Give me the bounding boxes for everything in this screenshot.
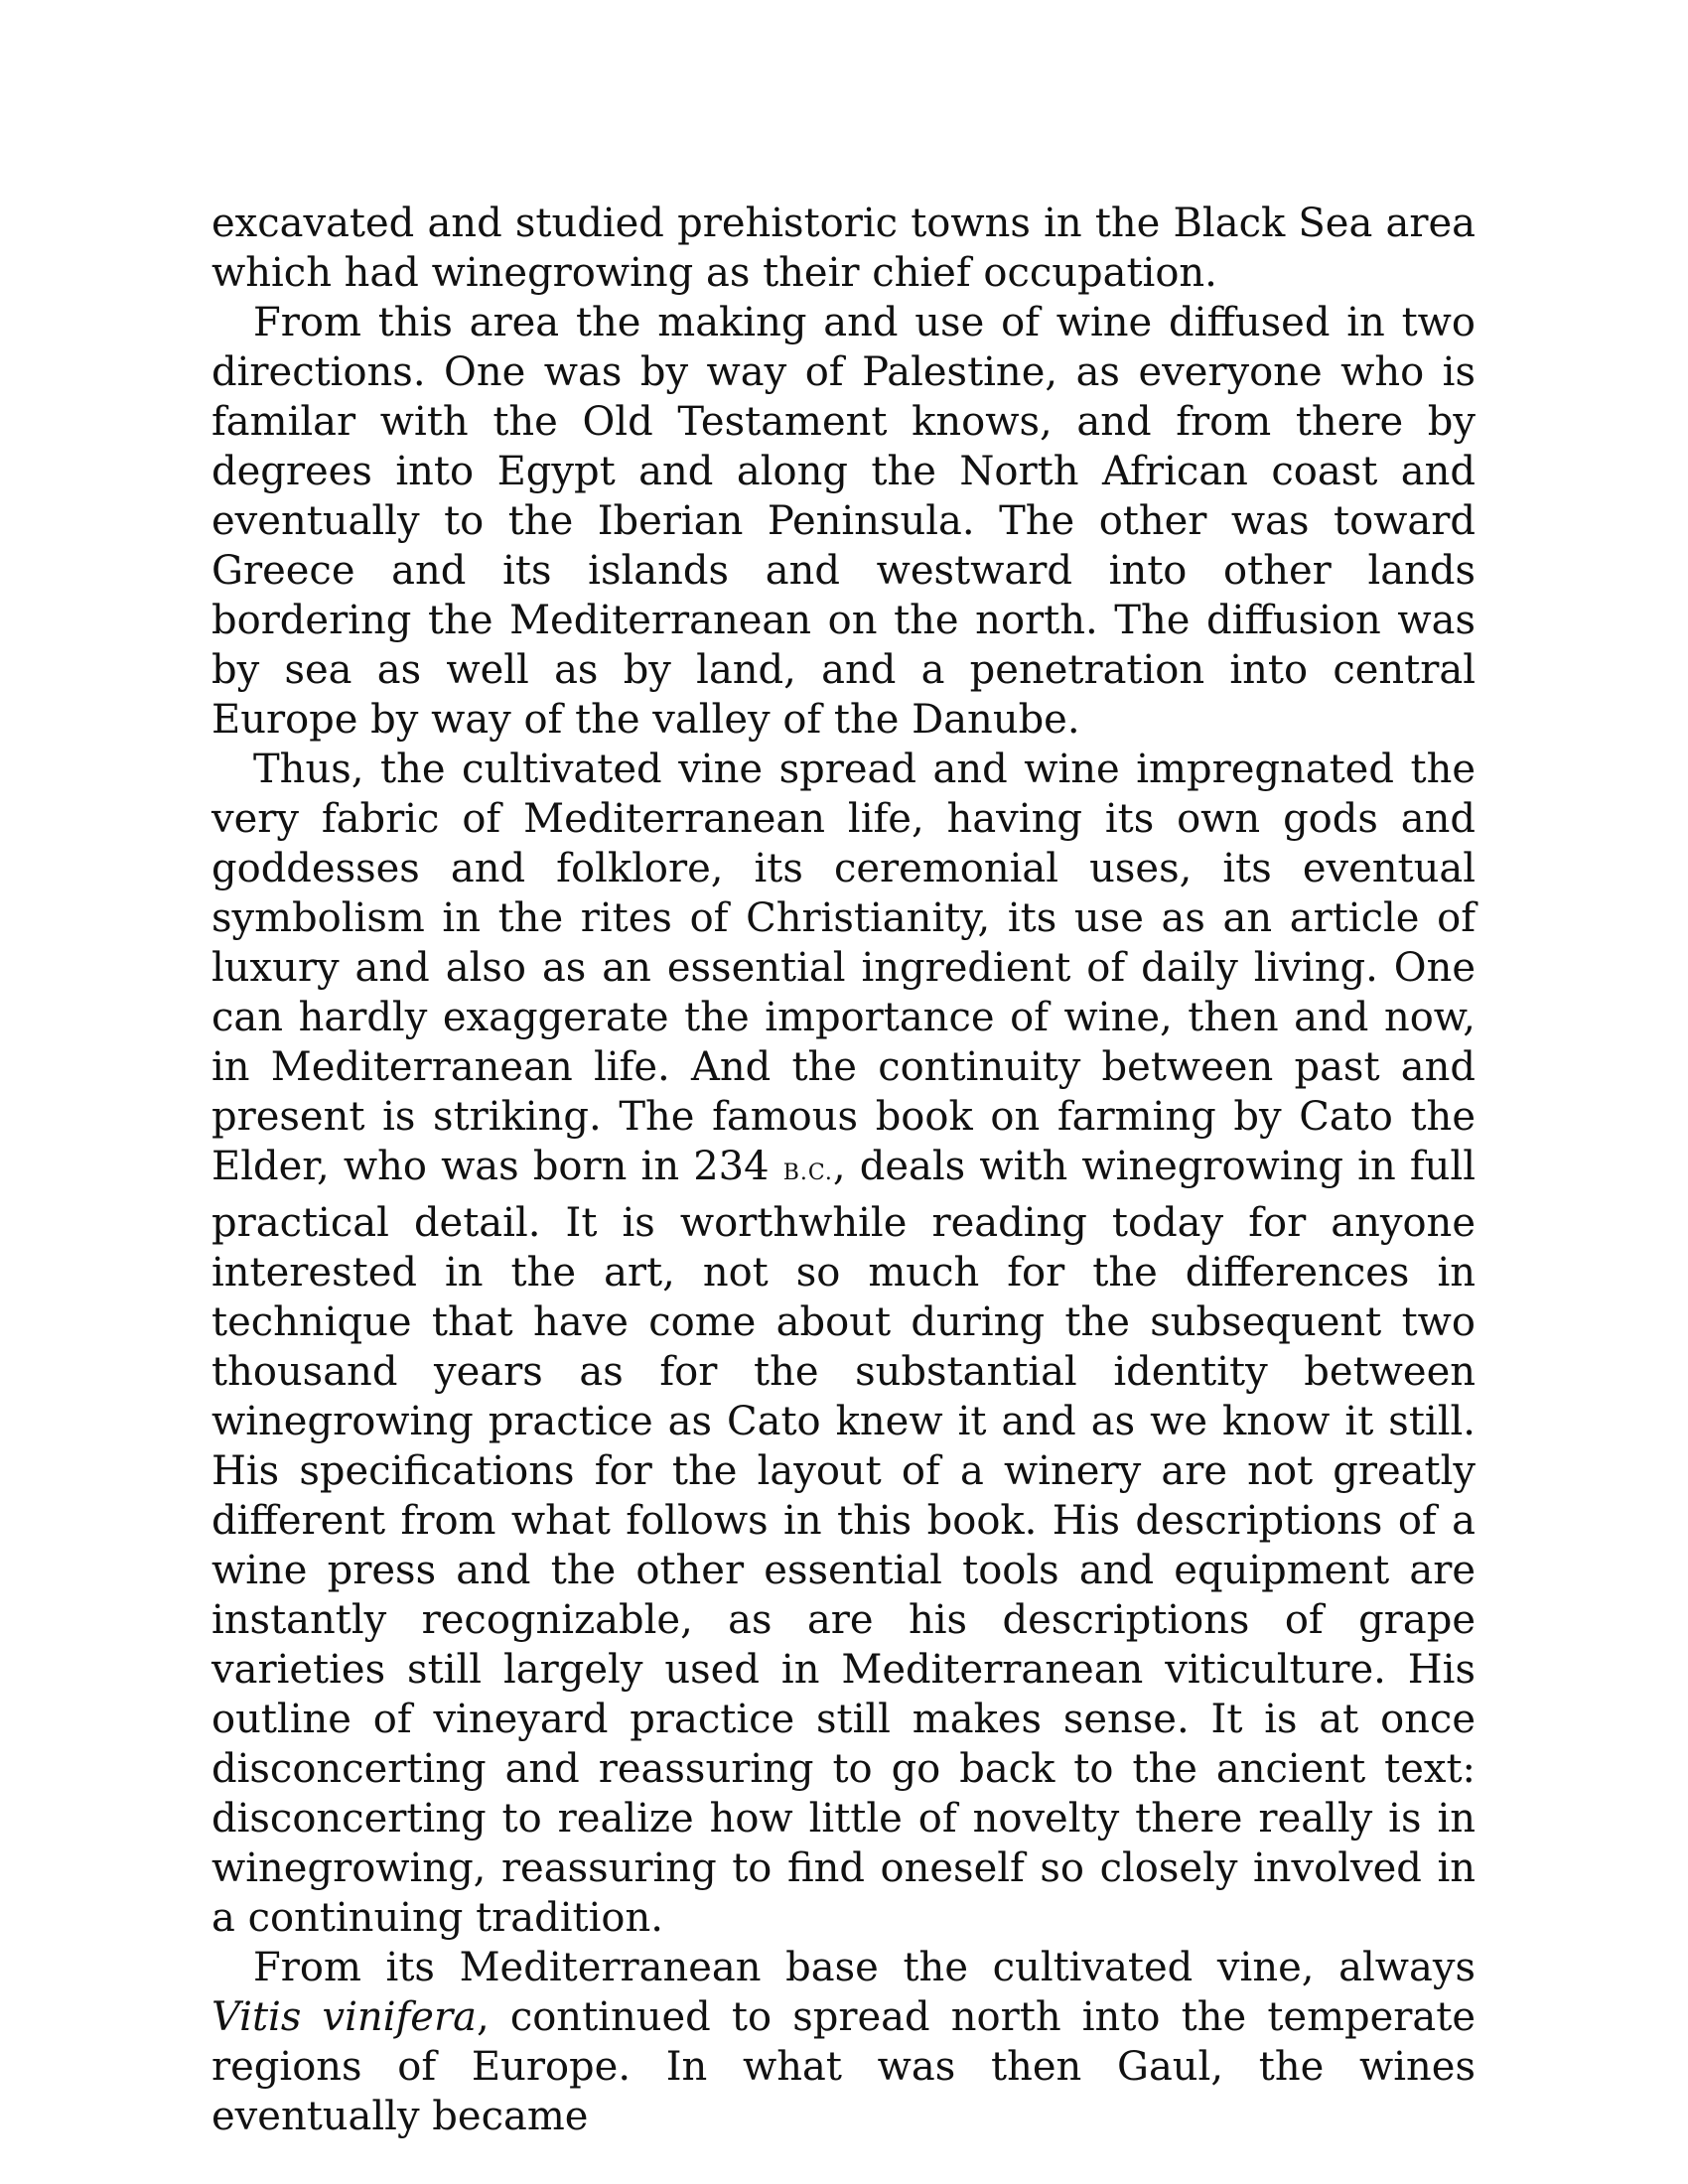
text-segment: excavated and studied prehistoric towns in the Black Sea area which had winegrowing as their chief occupation. bbox=[211, 201, 1476, 296]
paragraph-4 bbox=[211, 1943, 1476, 2141]
paragraph-2 bbox=[211, 298, 1476, 745]
text-segment: , deals with winegrowing in full practical detail. It is worthwhile reading today for anyone interested in the art, not so much for the differences in technique that have come about during the subsequent two thousand years as for the substantial identity between winegrowing practice as Cato knew it and as we know it still. His specifications for the layout of a winery are not greatly different from what follows in this book. His descriptions of a wine press and the other essential tools and equipment are instantly recognizable, as are his descriptions of grape varieties still largely used in Mediterranean viticulture. His outline of vineyard practice still makes sense. It is at once disconcerting and reassuring to go back to the ancient text: disconcerting to realize how little of novelty there really is in winegrowing, reassuring to find oneself so closely involved in a continuing tradition. bbox=[211, 1144, 1476, 1941]
paragraph-3 bbox=[211, 745, 1476, 1943]
text-segment: , continued to spread north into the temperate regions of Europe. In what was then Gaul, the wines eventually became bbox=[211, 1994, 1476, 2139]
page-body bbox=[211, 199, 1476, 2141]
paragraph-1 bbox=[211, 199, 1476, 298]
small-caps-era: B.C. bbox=[782, 1160, 833, 1185]
text-segment: From its Mediterranean base the cultivated vine, always bbox=[253, 1945, 1476, 1990]
text-segment: Thus, the cultivated vine spread and wine impregnated the very fabric of Mediterranean life, having its own gods and goddesses and folklore, its ceremonial uses, its eventual symbolism in the rites of Christianity, its use as an article of luxury and also as an essential ingredient of daily living. One can hardly exaggerate the importance of wine, then and now, in Mediterranean life. And the continuity between past and present is striking. The famous book on farming by Cato the Elder, who was born in 234 bbox=[211, 747, 1476, 1189]
text-segment: From this area the making and use of wine diffused in two directions. One was by way of Palestine, as everyone who is familar with the Old Testament knows, and from there by degrees into Egypt and along the North African coast and eventually to the Iberian Peninsula. The other was toward Greece and its islands and westward into other lands bordering the Mediterranean on the north. The diffusion was by sea as well as by land, and a penetration into central Europe by way of the valley of the Danube. bbox=[211, 300, 1476, 743]
italic-species-name: Vitis vinifera bbox=[211, 1994, 477, 2040]
